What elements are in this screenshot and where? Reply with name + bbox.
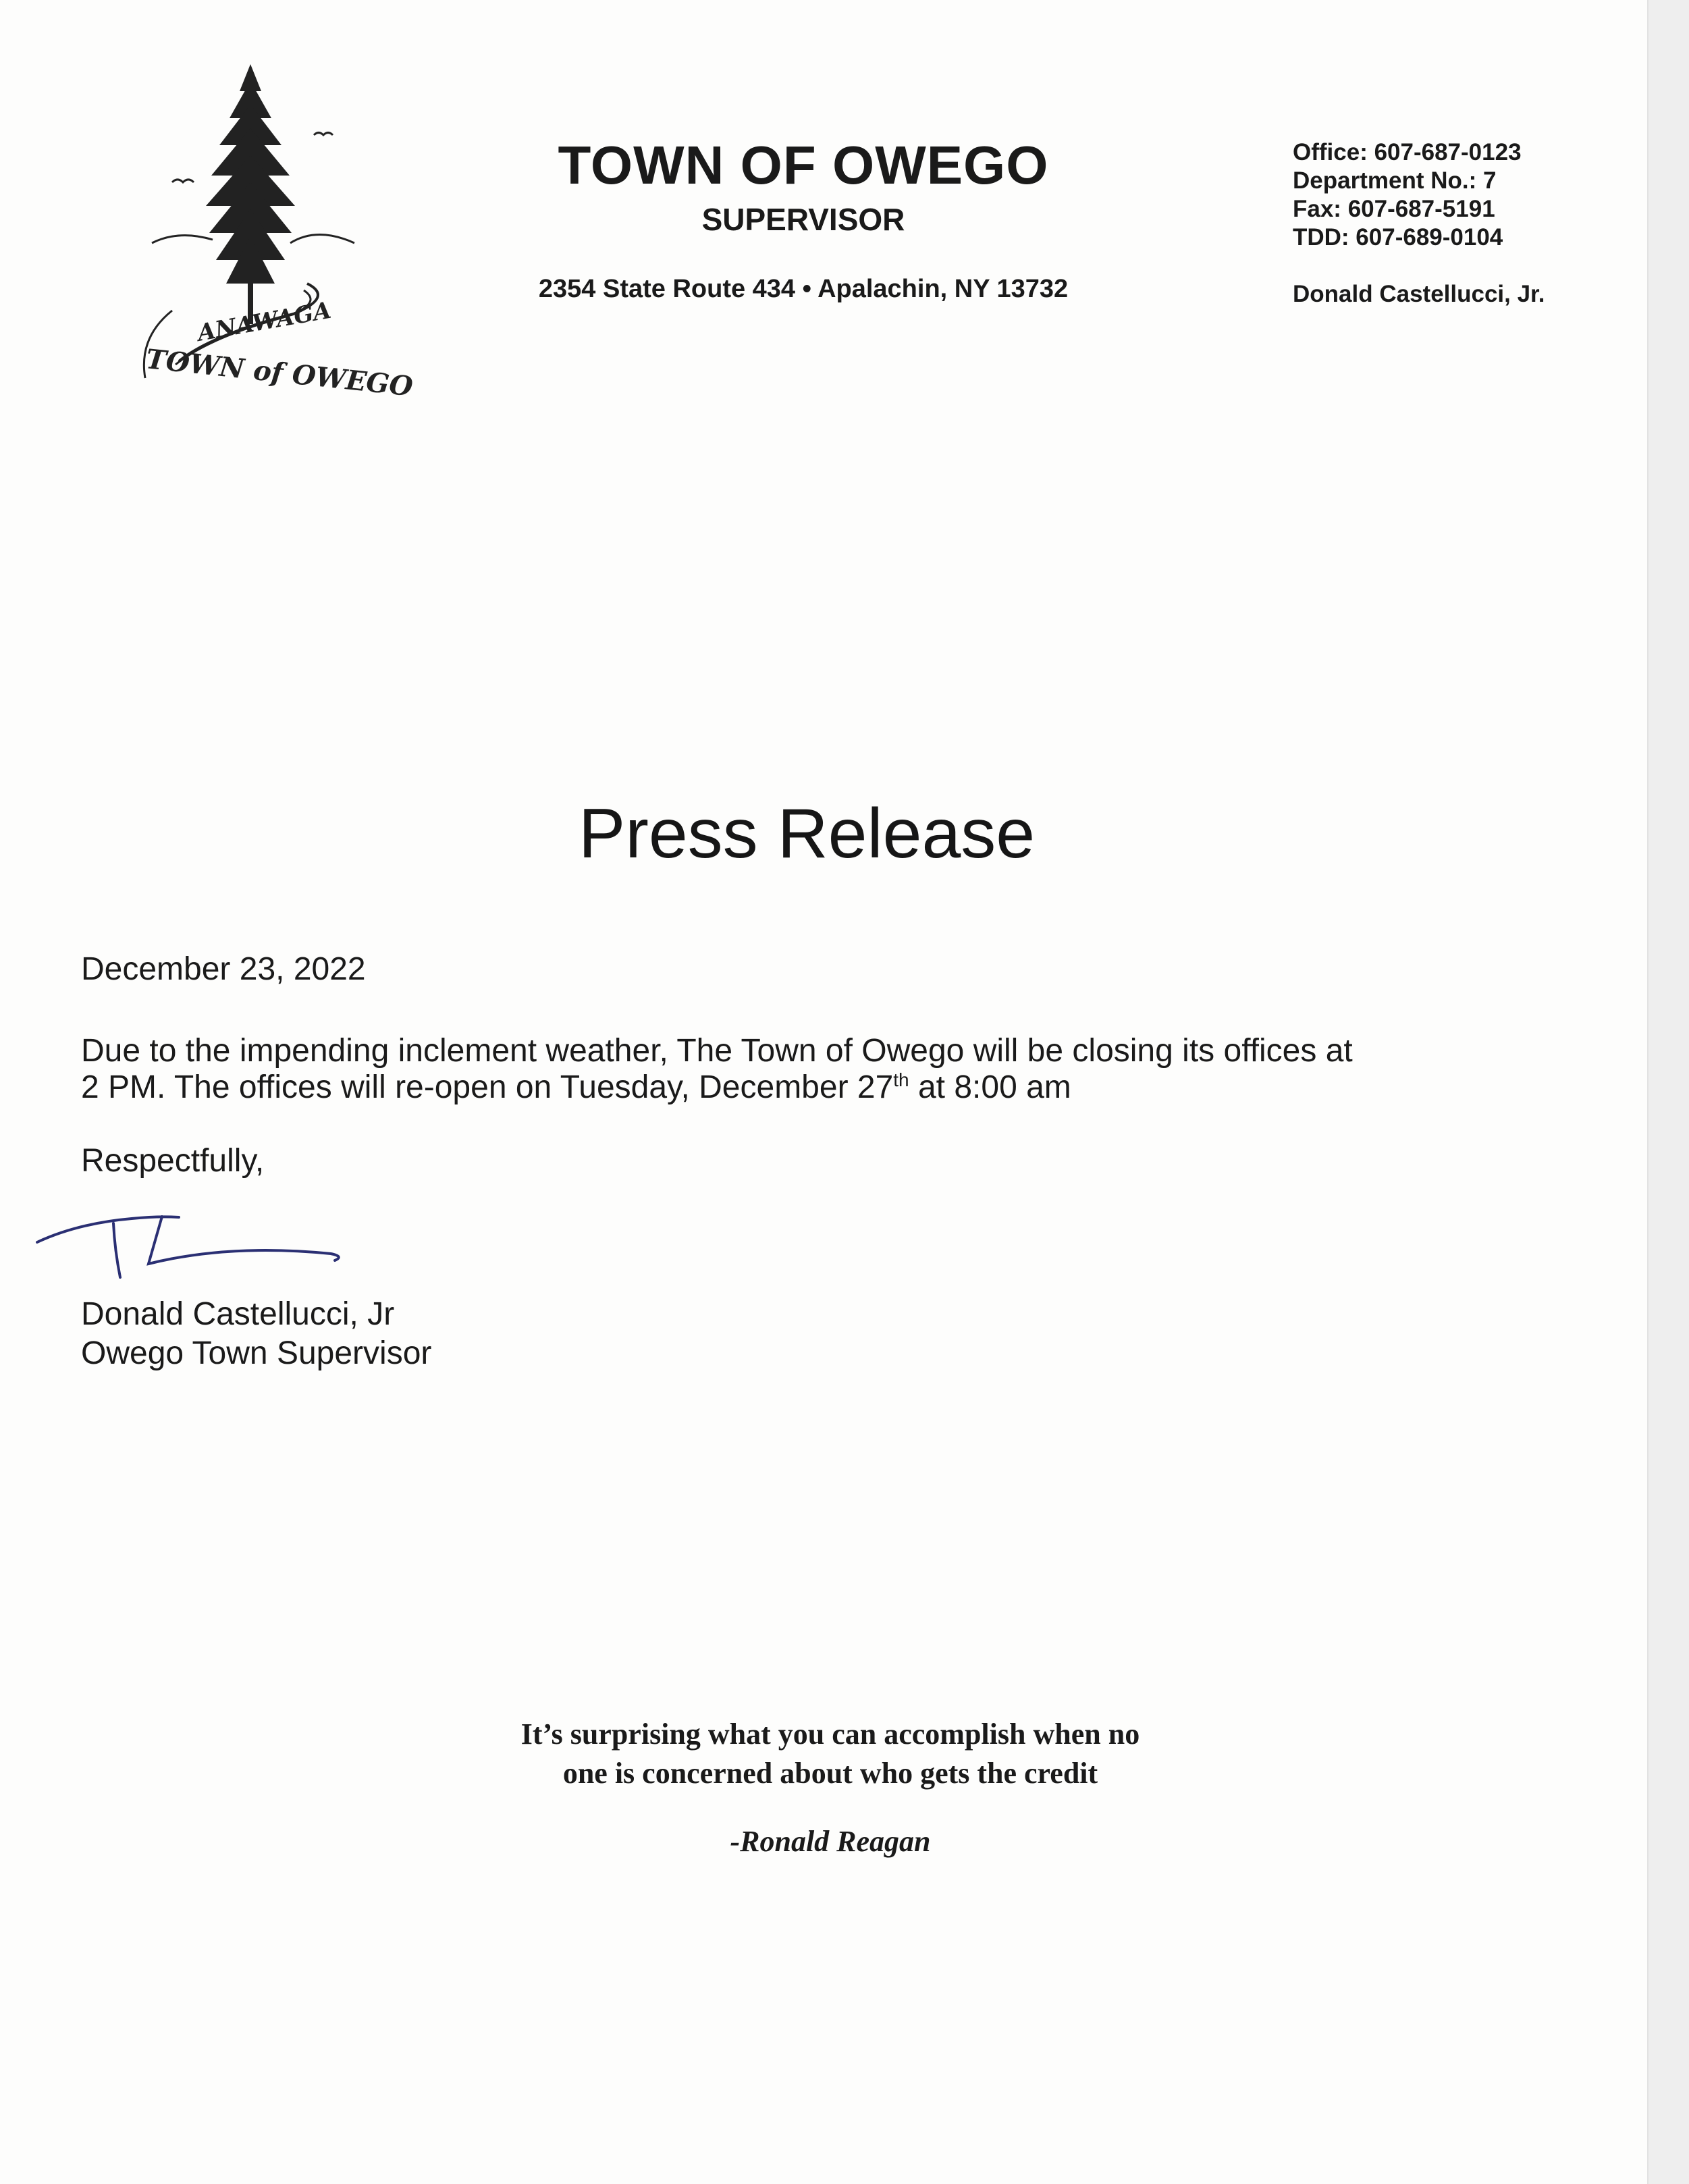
closing-quote: [459, 1715, 1202, 1793]
office-phone: Office: 607-687-0123: [1293, 139, 1522, 165]
contact-block: [1293, 138, 1630, 309]
logo-text-top: ANAWAGA: [195, 296, 333, 347]
release-date: December 23, 2022: [81, 951, 366, 987]
letterhead-center: [473, 135, 1134, 238]
press-release-title: Press Release: [578, 795, 1036, 873]
org-department: SUPERVISOR: [701, 202, 905, 237]
closing: Respectfully,: [81, 1143, 265, 1179]
tdd-number: TDD: 607-689-0104: [1293, 224, 1503, 250]
signer-title: Owego Town Supervisor: [81, 1335, 432, 1371]
scan-edge: [1647, 0, 1689, 2184]
body-line-2-end: at 8:00 am: [909, 1069, 1071, 1105]
body-line-2: [81, 1069, 1431, 1106]
body-line-1: Due to the impending inclement weather, The Town of Owego will be closing its offices at: [81, 1033, 1353, 1069]
org-name: TOWN OF OWEGO: [558, 135, 1049, 195]
body-line-2-start: 2 PM. The offices will re-open on Tuesday, December 27: [81, 1069, 894, 1105]
fax-number: Fax: 607-687-5191: [1293, 196, 1495, 222]
quote-line-1: It’s surprising what you can accomplish when no: [520, 1717, 1140, 1751]
supervisor-name: Donald Castellucci, Jr.: [1293, 281, 1545, 307]
org-address: 2354 State Route 434 • Apalachin, NY 13732: [538, 275, 1069, 303]
logo-text-bottom: TOWN of OWEGO: [144, 343, 414, 403]
handwritten-signature: [34, 1208, 351, 1289]
release-body: [81, 1033, 1431, 1106]
signer-block: [81, 1295, 431, 1373]
ordinal-suffix: th: [893, 1069, 909, 1090]
quote-line-2: one is concerned about who gets the credit: [562, 1757, 1098, 1790]
signer-name: Donald Castellucci, Jr: [81, 1296, 395, 1332]
department-number: Department No.: 7: [1293, 167, 1497, 194]
town-logo: [132, 61, 414, 403]
quote-author: -Ronald Reagan: [730, 1825, 931, 1858]
